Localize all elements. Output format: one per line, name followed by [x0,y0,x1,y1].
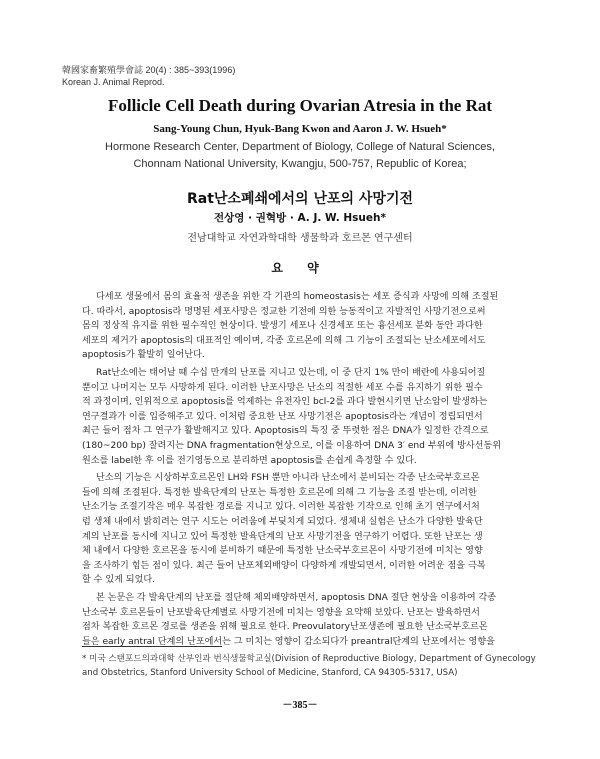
abstract-paragraph-4-body [82,591,538,649]
paragraph-line: 뿐이고 나머지는 모두 사망하게 된다. 이러한 난포사망은 난소의 적절한 세포 수를 유지하기 위한 필수 [82,382,483,393]
paragraph-line: apoptosis가 활발히 일어난다. [82,350,205,361]
paragraph-line: 체 내에서 다양한 호르몬을 동시에 분비하기 때문에 특정한 난소국부호르몬이 사망기전에 미치는 영향 [82,546,483,557]
paragraph-line: 다세포 생물에서 몸의 효율적 생존을 위한 각 기관의 homeostasis는 세포 증식과 사망에 의해 조절된 [96,292,499,302]
paragraph-line: Rat난소에는 태어날 때 수십 만개의 난포를 지니고 있는데, 이 중 단지 1% 만이 배란에 사용되어질 [96,368,486,378]
footnote-divider [82,646,222,647]
paragraph-line: 들에 의해 조절된다. 특정한 발육단계의 난포는 특정한 호르몬에 의해 그 기능을 조절 받는데, 이러한 [82,487,477,498]
abstract-heading: 요 약 [271,261,329,275]
paragraph-line: 점차 복잡한 호르몬 경로를 생존을 위해 필요로 한다. Preovulatory난포생존에 필요한 난소국부호르몬 [82,622,488,633]
korean-title: Rat난소폐쇄에서의 난포의 사망기전 [186,191,413,207]
paragraph-line: 난소기능 조절기작은 매우 복잡한 경로를 지니고 있다. 이러한 복잡한 기작으로 인해 초기 연구에서처 [82,502,480,513]
paragraph-line: 계의 난포를 동시에 지니고 있어 특정한 발육단계의 난포 사망기전을 연구하기 어렵다. 또한 난포는 생 [82,531,483,542]
page-number: －385－ [282,700,318,711]
abstract-paragraph-2 [82,366,538,468]
paragraph-line: 몸의 정상적 유지를 위한 필수적인 현상이다. 발생기 세포나 신경세포 또는 흉선세포 분화 동안 과다한 [82,321,483,332]
journal-header [62,64,235,88]
journal-name: Korean J. Animal Reprod. [62,77,165,87]
paragraph-line: 을 조사하기 힘든 점이 있다. 최근 들어 난포체외배양이 다양하게 개발되면서, 이러한 어려운 점을 극복 [82,560,486,571]
paragraph-line: 원소를 label한 후 이를 전기영동으로 분리하면 apoptosis를 손쉽게 측정할 수 있다. [82,455,417,466]
paragraph-line: 본 논문은 각 발육단계의 난포를 절단해 체외배양하면서, apoptosis DNA 절단 현상을 이용하여 각종 [96,593,497,603]
paragraph-line: 적 과정이며, 인위적으로 apoptosis를 억제하는 유전자인 bcl-2를 과다 발현시키면 난소암이 발생하는 [82,397,488,408]
paragraph-line: 난소의 기능은 시상하부호르몬인 LH와 FSH 뿐만 아니라 난소에서 분비되는 각종 난소국부호르몬 [96,473,480,484]
paragraph-line: 럼 생체 내에서 밝히려는 연구 시도는 어려움에 부딪치게 되었다. 생체내 실험은 난소가 다양한 발육단 [82,516,483,527]
paragraph-line: 할 수 있게 되었다. [82,575,156,586]
korean-affiliation: 전남대학교 자연과학대학 생물학과 호르몬 연구센터 [187,233,413,244]
paragraph-line: 들은 early antral 단계의 난포에서는 그 미치는 영향이 감소되다가 preantral단계의 난포에서는 영향을 [82,636,495,647]
paper-authors: Sang-Young Chun, Hyuk-Bang Kwon and Aaron J. W. Hsueh* [153,123,447,135]
paragraph-line: 연구결과가 이를 입증해주고 있다. 이처럼 중요한 난포 사망기전은 apoptosis라는 개념이 정립되면서 [82,411,483,422]
journal-citation: 韓國家畜繁殖學會誌 20(4) : 385~393(1996) [62,65,236,75]
paper-title: Follicle Cell Death during Ovarian Atresia in the Rat [107,96,493,115]
paragraph-line: 최근 들어 점차 그 연구가 활발해지고 있다. Apoptosis의 특징 중 뚜렷한 점은 DNA가 일정한 간격으로 [82,426,489,437]
paragraph-line: (180~200 bp) 잘려지는 DNA fragmentation현상으로, 이를 이용하여 DNA 3′ end 부위에 방사선동위 [82,440,502,451]
paragraph-line: 세포의 제거가 apoptosis의 대표적인 예이며, 각종 호르몬에 의해 그 기능이 조절되는 난소세포에서도 [82,335,486,346]
affiliation-line-1: Hormone Research Center, Department of Biology, College of Natural Sciences, [105,141,495,153]
paragraph-line: 다. 따라서, apoptosis라 명명된 세포사망은 정교한 기전에 의한 능동적이고 자발적인 사망기전으로써 [82,306,486,317]
affiliation-line-2: Chonnam National University, Kwangju, 500-757, Republic of Korea; [133,158,467,170]
footnote: * 미국 스탠포드의과대학 산부인과 번식생물학교실(Division of Reproductive Biology, Department of Gynecology and Obstetrics, Stanford University School of Medicine, Stanford, CA 94305-5317, USA) [82,654,536,678]
paragraph-line: 난소국부 호르몬들이 난포발육단계별로 사망기전에 미치는 영향을 요약해 보았다. 난포는 발육하면서 [82,607,480,618]
abstract-paragraph-3 [82,471,538,588]
korean-authors: 전상영 · 권혁방 · A. J. W. Hsueh* [214,212,386,224]
abstract-paragraph-1 [82,290,538,363]
